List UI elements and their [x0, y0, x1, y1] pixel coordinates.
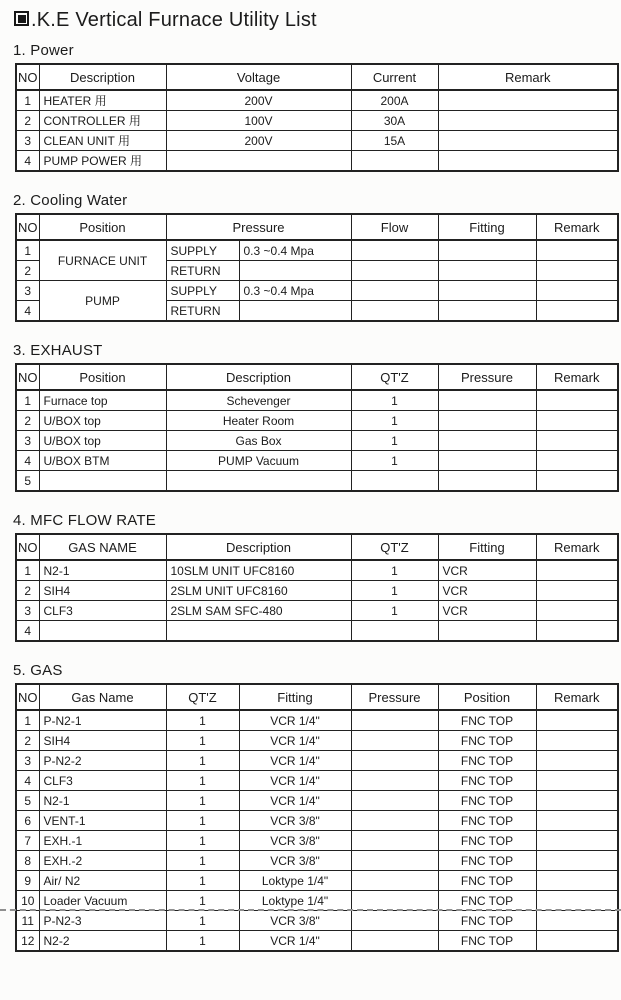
table-cell: Schevenger	[166, 390, 351, 411]
table-cell: 0.3 ~0.4 Mpa	[239, 281, 351, 301]
column-header: Position	[39, 364, 166, 390]
column-header: Description	[166, 534, 351, 560]
table-cell	[536, 851, 618, 871]
table-cell	[351, 891, 438, 911]
table-cell: 2	[16, 731, 39, 751]
table-cell: 4	[16, 621, 39, 642]
header-row	[16, 214, 618, 240]
column-header: Pressure	[351, 684, 438, 710]
page-title	[14, 9, 621, 32]
column-header: Remark	[536, 534, 618, 560]
table-cell: 1	[166, 811, 239, 831]
table-cell: 2	[16, 411, 39, 431]
table-cell: 1	[351, 411, 438, 431]
table-cell: 1	[166, 751, 239, 771]
header-row	[16, 684, 618, 710]
column-header: GAS NAME	[39, 534, 166, 560]
table-cell: P-N2-3	[39, 911, 166, 931]
table-cell	[438, 301, 536, 322]
table-cell: 6	[16, 811, 39, 831]
table-cell: 11	[16, 911, 39, 931]
table-cell: VCR	[438, 601, 536, 621]
table-cell: 10	[16, 891, 39, 911]
table-cell: EXH.-2	[39, 851, 166, 871]
table-cell: VCR 3/8"	[239, 851, 351, 871]
column-header: Remark	[438, 64, 618, 90]
table-cell	[438, 261, 536, 281]
table-cell: 100V	[166, 111, 351, 131]
table-cell	[536, 710, 618, 731]
table-cell: 1	[351, 560, 438, 581]
column-header: Pressure	[166, 214, 351, 240]
section-heading: 5. GAS	[13, 662, 63, 679]
section-cooling-water	[0, 192, 621, 322]
table-row	[16, 811, 618, 831]
table-row	[16, 240, 618, 261]
table-row	[16, 771, 618, 791]
table-row	[16, 731, 618, 751]
table-cell: 30A	[351, 111, 438, 131]
table-cell: 12	[16, 931, 39, 952]
table-cell: CLEAN UNIT 用	[39, 131, 166, 151]
column-header: QT'Z	[351, 364, 438, 390]
column-header: NO	[16, 684, 39, 710]
table-cell	[351, 621, 438, 642]
column-header: Position	[39, 214, 166, 240]
column-header: Fitting	[438, 214, 536, 240]
table-cell	[351, 471, 438, 492]
table-cell: 200A	[351, 90, 438, 111]
table-cell: PUMP	[39, 281, 166, 322]
table-cell	[536, 240, 618, 261]
table-cell: Heater Room	[166, 411, 351, 431]
section-mfc-flow-rate	[0, 512, 621, 642]
table-cell: Furnace top	[39, 390, 166, 411]
table-cell: 1	[166, 831, 239, 851]
table-cell	[536, 771, 618, 791]
section-heading: 1. Power	[13, 42, 74, 59]
table-cell: Loader Vacuum	[39, 891, 166, 911]
table-cell: 1	[351, 390, 438, 411]
table-cell: 1	[16, 710, 39, 731]
table-cell	[536, 261, 618, 281]
table-cell: 1	[166, 731, 239, 751]
column-header: NO	[16, 64, 39, 90]
column-header: QT'Z	[166, 684, 239, 710]
section-heading: 4. MFC FLOW RATE	[13, 512, 156, 529]
table-cell	[239, 261, 351, 281]
table-cell: 4	[16, 451, 39, 471]
table-cell: 1	[166, 871, 239, 891]
filled-square-icon	[14, 11, 29, 26]
table-cell	[536, 390, 618, 411]
table-cell	[438, 621, 536, 642]
table-cell: VCR 1/4"	[239, 771, 351, 791]
column-header: Fitting	[239, 684, 351, 710]
table-row	[16, 151, 618, 172]
mfc-flow-rate-table	[15, 533, 619, 642]
table-cell	[351, 771, 438, 791]
table-row	[16, 911, 618, 931]
table-cell: N2-1	[39, 560, 166, 581]
table-cell: 4	[16, 771, 39, 791]
table-row	[16, 431, 618, 451]
table-cell: 1	[16, 240, 39, 261]
table-cell: 0.3 ~0.4 Mpa	[239, 240, 351, 261]
table-cell: 1	[351, 431, 438, 451]
column-header: NO	[16, 364, 39, 390]
table-cell	[351, 261, 438, 281]
column-header: Description	[39, 64, 166, 90]
exhaust-table	[15, 363, 619, 492]
table-cell	[351, 831, 438, 851]
table-cell: VCR 1/4"	[239, 731, 351, 751]
table-cell: FNC TOP	[438, 710, 536, 731]
table-cell	[536, 931, 618, 952]
table-cell: 1	[16, 390, 39, 411]
table-cell	[166, 621, 351, 642]
column-header: Fitting	[438, 534, 536, 560]
table-cell	[438, 90, 618, 111]
table-cell: VCR 3/8"	[239, 831, 351, 851]
table-cell: FNC TOP	[438, 851, 536, 871]
table-cell: 1	[166, 911, 239, 931]
table-cell	[438, 411, 536, 431]
table-cell: RETURN	[166, 301, 239, 322]
column-header: Flow	[351, 214, 438, 240]
power-table	[15, 63, 619, 172]
table-cell: CLF3	[39, 771, 166, 791]
page-title-text: .K.E Vertical Furnace Utility List	[31, 9, 317, 31]
table-cell	[536, 411, 618, 431]
column-header: Current	[351, 64, 438, 90]
table-row	[16, 471, 618, 492]
table-cell: 1	[16, 90, 39, 111]
table-cell: 1	[166, 931, 239, 952]
table-row	[16, 831, 618, 851]
table-cell: 1	[166, 710, 239, 731]
table-cell	[536, 911, 618, 931]
section-heading: 3. EXHAUST	[13, 342, 103, 359]
section-exhaust	[0, 342, 621, 492]
table-row	[16, 710, 618, 731]
table-cell: 5	[16, 791, 39, 811]
table-cell: 1	[351, 601, 438, 621]
table-cell	[351, 710, 438, 731]
table-cell: FNC TOP	[438, 731, 536, 751]
table-cell: 4	[16, 151, 39, 172]
table-cell: 3	[16, 131, 39, 151]
table-cell: 1	[351, 451, 438, 471]
table-cell: VCR 3/8"	[239, 911, 351, 931]
table-cell	[536, 621, 618, 642]
table-cell	[536, 431, 618, 451]
table-cell: SIH4	[39, 581, 166, 601]
table-cell: 1	[166, 851, 239, 871]
table-cell: RETURN	[166, 261, 239, 281]
table-cell	[351, 811, 438, 831]
table-cell	[536, 601, 618, 621]
column-header: Position	[438, 684, 536, 710]
scan-fold-dashed-line	[0, 909, 621, 911]
table-cell	[351, 751, 438, 771]
table-cell: FNC TOP	[438, 871, 536, 891]
table-cell: 9	[16, 871, 39, 891]
table-cell: U/BOX top	[39, 411, 166, 431]
table-cell: FNC TOP	[438, 791, 536, 811]
table-cell	[536, 891, 618, 911]
table-cell: 4	[16, 301, 39, 322]
column-header: Voltage	[166, 64, 351, 90]
table-cell: P-N2-2	[39, 751, 166, 771]
table-row	[16, 411, 618, 431]
table-cell: 3	[16, 751, 39, 771]
table-cell	[351, 911, 438, 931]
table-cell: 5	[16, 471, 39, 492]
table-cell	[536, 871, 618, 891]
table-row	[16, 851, 618, 871]
table-row	[16, 131, 618, 151]
table-cell: 10SLM UNIT UFC8160	[166, 560, 351, 581]
table-cell	[351, 731, 438, 751]
table-cell: CLF3	[39, 601, 166, 621]
table-row	[16, 751, 618, 771]
table-row	[16, 90, 618, 111]
table-cell: EXH.-1	[39, 831, 166, 851]
table-cell: PUMP Vacuum	[166, 451, 351, 471]
table-row	[16, 871, 618, 891]
column-header: NO	[16, 214, 39, 240]
column-header: Remark	[536, 214, 618, 240]
table-cell: HEATER 用	[39, 90, 166, 111]
table-row	[16, 791, 618, 811]
table-cell	[351, 240, 438, 261]
header-row	[16, 364, 618, 390]
column-header: Description	[166, 364, 351, 390]
column-header: NO	[16, 534, 39, 560]
table-cell	[536, 791, 618, 811]
table-cell: FNC TOP	[438, 811, 536, 831]
column-header: Remark	[536, 684, 618, 710]
table-cell: 3	[16, 601, 39, 621]
table-cell	[438, 451, 536, 471]
table-row	[16, 111, 618, 131]
table-cell: 1	[166, 771, 239, 791]
table-row	[16, 281, 618, 301]
table-cell: P-N2-1	[39, 710, 166, 731]
table-cell: 1	[351, 581, 438, 601]
table-cell: VCR 1/4"	[239, 710, 351, 731]
table-cell: 200V	[166, 90, 351, 111]
table-cell: Loktype 1/4"	[239, 871, 351, 891]
table-row	[16, 581, 618, 601]
table-cell: VCR 1/4"	[239, 751, 351, 771]
table-row	[16, 451, 618, 471]
table-cell	[438, 240, 536, 261]
table-cell: VCR 1/4"	[239, 931, 351, 952]
table-cell	[351, 871, 438, 891]
table-cell	[438, 131, 618, 151]
table-cell	[351, 851, 438, 871]
table-cell	[438, 151, 618, 172]
table-cell: Loktype 1/4"	[239, 891, 351, 911]
table-cell: 8	[16, 851, 39, 871]
header-row	[16, 64, 618, 90]
table-cell: FURNACE UNIT	[39, 240, 166, 281]
table-cell: FNC TOP	[438, 751, 536, 771]
table-cell	[239, 301, 351, 322]
table-cell: U/BOX top	[39, 431, 166, 451]
table-cell	[438, 471, 536, 492]
table-cell: 15A	[351, 131, 438, 151]
section-power	[0, 42, 621, 172]
table-cell: 200V	[166, 131, 351, 151]
document-page	[0, 9, 621, 1000]
table-cell: FNC TOP	[438, 931, 536, 952]
table-row	[16, 621, 618, 642]
table-cell	[536, 811, 618, 831]
table-cell: SUPPLY	[166, 281, 239, 301]
table-cell: FNC TOP	[438, 911, 536, 931]
table-cell	[351, 151, 438, 172]
table-cell	[39, 621, 166, 642]
table-cell: VCR	[438, 581, 536, 601]
table-cell	[438, 431, 536, 451]
table-cell: 3	[16, 281, 39, 301]
table-cell: VCR	[438, 560, 536, 581]
table-cell: VENT-1	[39, 811, 166, 831]
table-cell	[536, 731, 618, 751]
table-row	[16, 560, 618, 581]
table-cell	[536, 281, 618, 301]
table-cell: VCR 1/4"	[239, 791, 351, 811]
table-cell: SIH4	[39, 731, 166, 751]
table-cell	[438, 390, 536, 411]
table-cell: 2	[16, 261, 39, 281]
table-cell	[39, 471, 166, 492]
table-cell: N2-1	[39, 791, 166, 811]
table-cell	[536, 831, 618, 851]
gas-table	[15, 683, 619, 952]
table-cell	[166, 471, 351, 492]
header-row	[16, 534, 618, 560]
table-cell: PUMP POWER 用	[39, 151, 166, 172]
table-cell	[536, 581, 618, 601]
table-cell: 7	[16, 831, 39, 851]
cooling-water-table	[15, 213, 619, 322]
table-cell: 1	[166, 891, 239, 911]
table-cell	[536, 301, 618, 322]
table-cell: Gas Box	[166, 431, 351, 451]
table-cell	[166, 151, 351, 172]
table-cell: N2-2	[39, 931, 166, 952]
table-cell	[351, 301, 438, 322]
table-cell: U/BOX BTM	[39, 451, 166, 471]
table-cell: 1	[16, 560, 39, 581]
table-row	[16, 390, 618, 411]
table-cell	[351, 281, 438, 301]
table-cell: FNC TOP	[438, 831, 536, 851]
table-cell	[351, 931, 438, 952]
column-header: QT'Z	[351, 534, 438, 560]
table-cell: FNC TOP	[438, 891, 536, 911]
tables-container	[0, 42, 621, 952]
table-row	[16, 601, 618, 621]
table-row	[16, 891, 618, 911]
table-cell: 2SLM SAM SFC-480	[166, 601, 351, 621]
table-cell: SUPPLY	[166, 240, 239, 261]
table-cell: 2SLM UNIT UFC8160	[166, 581, 351, 601]
table-cell: VCR 3/8"	[239, 811, 351, 831]
table-cell	[536, 451, 618, 471]
table-cell: CONTROLLER 用	[39, 111, 166, 131]
table-cell: 2	[16, 581, 39, 601]
table-cell: 1	[166, 791, 239, 811]
section-heading: 2. Cooling Water	[13, 192, 128, 209]
table-cell	[351, 791, 438, 811]
table-cell: 3	[16, 431, 39, 451]
column-header: Remark	[536, 364, 618, 390]
table-cell	[536, 751, 618, 771]
column-header: Gas Name	[39, 684, 166, 710]
table-cell	[536, 560, 618, 581]
table-cell: Air/ N2	[39, 871, 166, 891]
table-cell	[536, 471, 618, 492]
table-cell	[438, 111, 618, 131]
table-row	[16, 931, 618, 952]
table-cell: 2	[16, 111, 39, 131]
column-header: Pressure	[438, 364, 536, 390]
table-cell: FNC TOP	[438, 771, 536, 791]
table-cell	[438, 281, 536, 301]
